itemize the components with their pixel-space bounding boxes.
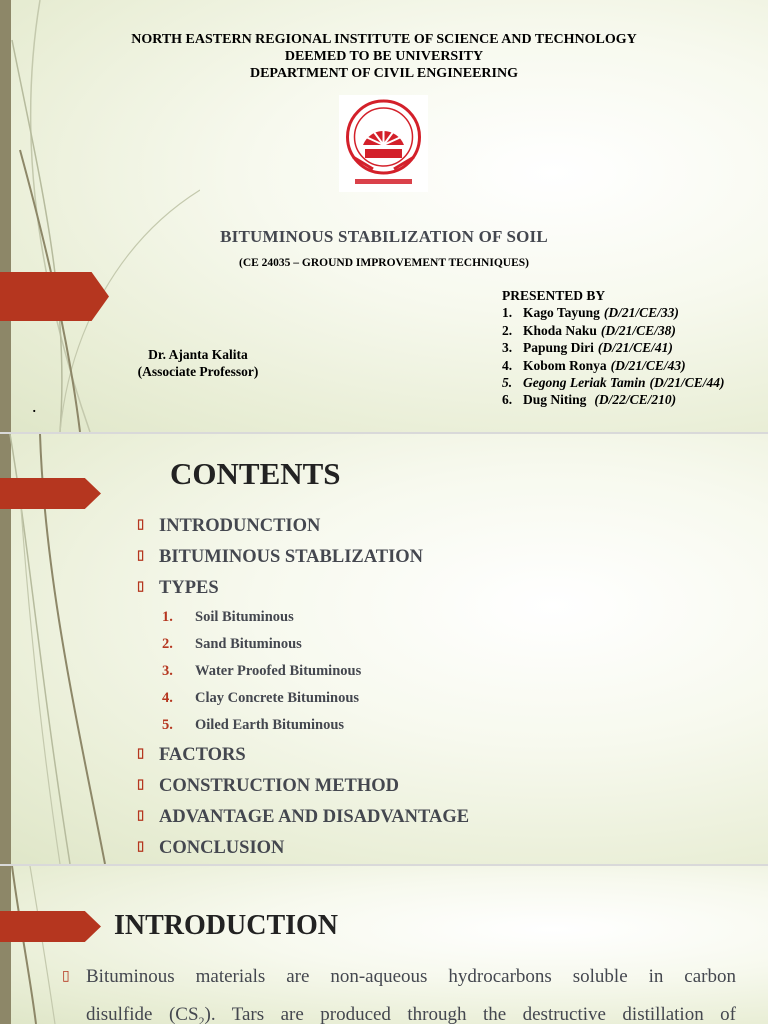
introduction-title: INTRODUCTION: [114, 910, 339, 941]
toc-type-item: 5. Oiled Earth Bituminous: [162, 717, 345, 733]
toc-item-advantage-disadvantage: ▯ ADVANTAGE AND DISADVANTAGE: [137, 807, 470, 827]
toc-type-item: 3. Water Proofed Bituminous: [162, 663, 362, 679]
toc-item-bituminous-stabilization: ▯ BITUMINOUS STABLIZATION: [137, 547, 424, 567]
bullet-icon: ▯: [62, 969, 70, 984]
bullet-icon: ▯: [137, 745, 145, 760]
side-bar: [0, 866, 11, 1024]
bullet-icon: ▯: [137, 838, 145, 853]
bullet-icon: ▯: [137, 516, 145, 531]
toc-type-item: 4. Clay Concrete Bituminous: [162, 690, 360, 706]
bullet-icon: ▯: [137, 547, 145, 562]
title-slide: [0, 0, 768, 432]
presenter-item: 4. Kobom Ronya (D/21/CE/43): [502, 357, 686, 373]
department-name: DEPARTMENT OF CIVIL ENGINEERING: [249, 66, 518, 81]
presenter-item: 2. Khoda Naku (D/21/CE/38): [502, 322, 676, 338]
presenter-list: [502, 304, 725, 408]
contents-list: [0, 434, 768, 864]
presenter-item: 5. Gegong Leriak Tamin (D/21/CE/44): [502, 375, 725, 391]
red-tab-marker: [0, 911, 101, 942]
introduction-slide: [0, 866, 768, 1024]
bullet-icon: ▯: [137, 578, 145, 593]
introduction-paragraph: [62, 958, 736, 1024]
guide-role: (Associate Professor): [137, 364, 259, 379]
guide-info: [110, 346, 286, 380]
nerist-emblem-icon: [339, 95, 428, 192]
course-subtitle: (CE 24035 – GROUND IMPROVEMENT TECHNIQUES): [239, 257, 529, 269]
toc-type-item: 1. Soil Bituminous: [162, 609, 294, 625]
paragraph-line: Bituminous materials are non-aqueous hydrocarbons soluble in carbon: [86, 966, 736, 987]
guide-name: Dr. Ajanta Kalita: [148, 347, 248, 362]
presenter-item: 6. Dug Niting (D/22/CE/210): [502, 392, 677, 408]
red-tab-marker: [0, 272, 109, 321]
contents-title: CONTENTS: [170, 456, 341, 491]
toc-item-factors: ▯ FACTORS: [137, 745, 246, 765]
bullet-icon: ▯: [137, 807, 145, 822]
presented-by-label: PRESENTED BY: [502, 288, 606, 303]
toc-item-conclusion: ▯ CONCLUSION: [137, 838, 285, 858]
presenter-item: 1. Kago Tayung (D/21/CE/33): [502, 305, 679, 321]
institute-name: NORTH EASTERN REGIONAL INSTITUTE OF SCIENCE AND TECHNOLOGY: [131, 32, 637, 47]
paragraph-line: disulfide $(CS_2)$. Tars are produced through the destructive distillation of: [86, 1004, 736, 1024]
university-status: DEEMED TO BE UNIVERSITY: [284, 49, 484, 64]
toc-item-introduction: ▯ INTRODUNCTION: [137, 516, 321, 536]
toc-item-types: ▯ TYPES: [137, 578, 219, 598]
presentation-title: BITUMINOUS STABILIZATION OF SOIL: [220, 227, 548, 246]
bullet-icon: ▯: [137, 776, 145, 791]
presenters-block: [502, 287, 725, 409]
presenter-item: 3. Papung Diri (D/21/CE/41): [502, 340, 673, 356]
toc-item-construction-method: ▯ CONSTRUCTION METHOD: [137, 776, 400, 796]
contents-slide: [0, 434, 768, 864]
stray-dot: .: [32, 396, 37, 416]
toc-type-item: 2. Sand Bituminous: [162, 636, 302, 652]
